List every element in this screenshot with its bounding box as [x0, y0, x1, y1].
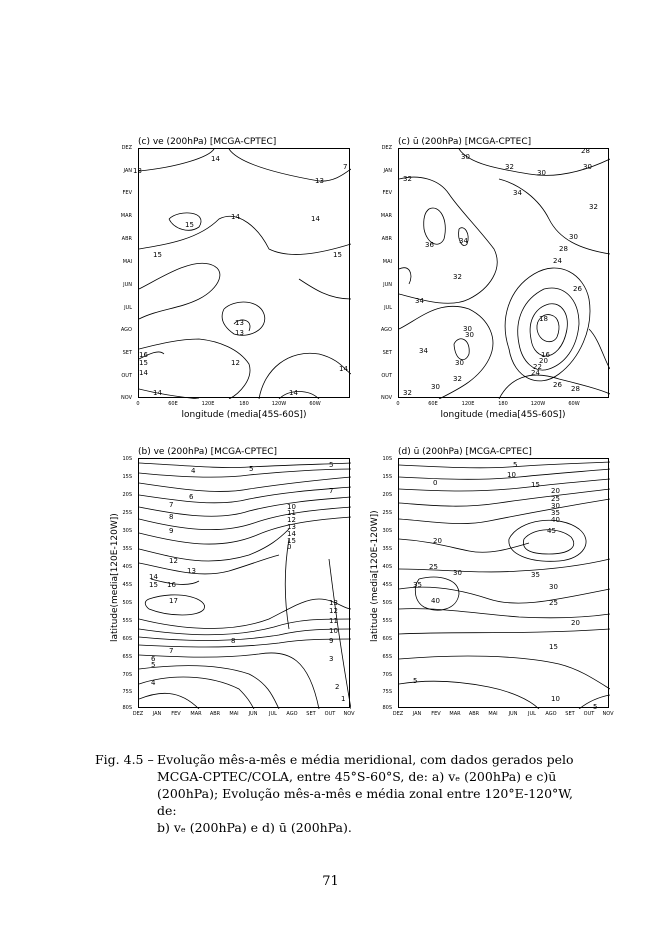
panel-d-ylabel: latitude (media[120E-120W])	[370, 510, 380, 642]
contour-label: 20	[539, 357, 548, 365]
contour-label: 30	[453, 569, 462, 577]
contour-label: 4	[151, 679, 156, 687]
caption-line-3: (200hPa); Evolução mês-a-mês e média zonal entre 120°E-120°W, de:	[157, 786, 573, 818]
x-tick: 60W	[568, 401, 580, 407]
contour-label: 13	[329, 599, 338, 607]
contour-label: 5	[593, 703, 598, 711]
contour-label: 24	[531, 369, 540, 377]
y-tick: 10S	[122, 456, 132, 462]
contour-label: 45	[547, 527, 556, 535]
panel-d-title: (d) ū (200hPa) [MCGA-CPTEC]	[398, 447, 532, 457]
contour-label: 8	[169, 513, 174, 521]
contour-label: 13	[315, 177, 324, 185]
panel-c-plot	[398, 148, 609, 398]
contour-label: 30	[461, 153, 470, 161]
contour-label: 26	[573, 285, 582, 293]
contour-label: 15	[185, 221, 194, 229]
panel-c-xlabel: longitude (media[45S-60S])	[440, 410, 566, 420]
y-tick: 55S	[122, 618, 132, 624]
contour-label: 14	[153, 389, 162, 397]
contour-label: 26	[553, 381, 562, 389]
contour-label: 6	[151, 655, 156, 663]
x-tick: MAI	[229, 711, 239, 717]
panel-b-plot	[138, 458, 350, 708]
x-tick: 0	[136, 401, 140, 407]
caption-line-1	[95, 751, 575, 768]
contour-label: 40	[431, 597, 440, 605]
y-tick: JUL	[384, 305, 392, 311]
contour-label: 15	[549, 643, 558, 651]
contour-label: 9	[169, 527, 174, 535]
contour-label: 18	[539, 315, 548, 323]
x-tick: OUT	[583, 711, 595, 717]
contour-label: 32	[403, 389, 412, 397]
y-tick: JUN	[383, 282, 392, 288]
panel-a-contours	[139, 149, 351, 399]
x-tick: AGO	[545, 711, 557, 717]
contour-label: 3	[329, 655, 334, 663]
contour-label: 14	[287, 530, 296, 538]
contour-label: 13	[133, 167, 142, 175]
y-tick: OUT	[121, 373, 132, 379]
contour-label: 14	[231, 213, 240, 221]
contour-label: 5	[249, 465, 254, 473]
contour-label: 10	[507, 471, 516, 479]
y-tick: NOV	[380, 395, 392, 401]
y-tick: OUT	[381, 373, 392, 379]
caption-lead: Fig. 4.5 –	[95, 752, 154, 767]
contour-label: 34	[415, 297, 424, 305]
contour-label: 15	[287, 537, 296, 545]
panel-d-contours	[399, 459, 610, 709]
x-tick: FEV	[431, 711, 441, 717]
y-tick: JAN	[383, 168, 392, 174]
x-tick: DEZ	[392, 711, 404, 717]
y-tick: 25S	[382, 510, 392, 516]
y-tick: 10S	[382, 456, 392, 462]
y-tick: 80S	[122, 705, 132, 711]
contour-label: 34	[513, 189, 522, 197]
x-tick: 60E	[168, 401, 178, 407]
contour-label: 9	[329, 637, 334, 645]
y-tick: 45S	[382, 582, 392, 588]
contour-label: 14	[339, 365, 348, 373]
contour-label: 12	[169, 557, 178, 565]
contour-label: 14	[149, 573, 158, 581]
contour-label: 32	[453, 375, 462, 383]
contour-label: 32	[453, 273, 462, 281]
x-tick: ABR	[209, 711, 221, 717]
contour-label: 7	[169, 501, 174, 509]
panel-a-title: (c) ve (200hPa) [MCGA-CPTEC]	[138, 137, 277, 147]
panel-c-contours	[399, 149, 610, 399]
x-tick: ABR	[468, 711, 480, 717]
contour-label: 13	[235, 319, 244, 327]
caption-text-1: Evolução mês-a-mês e média meridional, com dados gerados pelo	[157, 752, 574, 767]
x-tick: 180	[239, 401, 249, 407]
contour-label: 14	[139, 369, 148, 377]
y-tick: 30S	[382, 528, 392, 534]
y-tick: 55S	[382, 618, 392, 624]
contour-label: 34	[419, 347, 428, 355]
y-tick: 70S	[122, 672, 132, 678]
x-tick: NOV	[602, 711, 614, 717]
x-tick: 120E	[461, 401, 475, 407]
contour-label: 30	[551, 502, 560, 510]
x-tick: JUL	[269, 711, 277, 717]
contour-label: 1	[341, 695, 346, 703]
contour-label: 12	[329, 607, 338, 615]
contour-label: 13	[287, 523, 296, 531]
x-tick: MAI	[488, 711, 498, 717]
contour-label: 40	[551, 516, 560, 524]
y-tick: SET	[122, 350, 132, 356]
contour-label: 15	[531, 481, 540, 489]
x-tick: OUT	[324, 711, 336, 717]
y-tick: MAI	[122, 259, 132, 265]
y-tick: AGO	[120, 327, 132, 333]
x-tick: FEV	[171, 711, 181, 717]
y-tick: FEV	[122, 190, 132, 196]
x-tick: 60W	[309, 401, 321, 407]
contour-label: 12	[287, 516, 296, 524]
contour-label: 28	[571, 385, 580, 393]
contour-label: 5	[151, 661, 156, 669]
contour-label: 35	[551, 509, 560, 517]
y-tick: 65S	[382, 654, 392, 660]
contour-label: 30	[463, 325, 472, 333]
contour-label: 35	[531, 571, 540, 579]
y-tick: DEZ	[121, 145, 132, 151]
contour-label: 28	[581, 147, 590, 155]
contour-label: 5	[413, 677, 418, 685]
contour-label: 7	[329, 487, 334, 495]
contour-label: 20	[433, 537, 442, 545]
panel-b-ylabel: latitude(media[120E-120W])	[110, 513, 120, 642]
y-tick: 40S	[382, 564, 392, 570]
contour-label: 15	[139, 359, 148, 367]
contour-label: 34	[459, 237, 468, 245]
contour-label: 0	[287, 543, 292, 551]
x-tick: DEZ	[132, 711, 144, 717]
contour-label: 5	[513, 461, 518, 469]
contour-label: 30	[549, 583, 558, 591]
y-tick: 50S	[382, 600, 392, 606]
contour-label: 7	[343, 163, 348, 171]
x-tick: JUL	[528, 711, 536, 717]
page-number: 71	[322, 874, 339, 889]
x-tick: 0	[396, 401, 400, 407]
x-tick: JAN	[152, 711, 162, 717]
y-tick: 25S	[122, 510, 132, 516]
contour-label: 7	[169, 647, 174, 655]
contour-label: 16	[167, 581, 176, 589]
y-tick: JUN	[123, 282, 132, 288]
y-tick: 60S	[382, 636, 392, 642]
x-tick: JUN	[508, 711, 518, 717]
contour-label: 2	[335, 683, 340, 691]
contour-label: 25	[429, 563, 438, 571]
contour-label: 0	[433, 479, 438, 487]
contour-label: 16	[541, 351, 550, 359]
contour-label: 14	[211, 155, 220, 163]
contour-label: 32	[589, 203, 598, 211]
y-tick: JUL	[124, 305, 132, 311]
y-tick: FEV	[382, 190, 392, 196]
y-tick: 40S	[122, 564, 132, 570]
contour-label: 30	[537, 169, 546, 177]
y-tick: AGO	[380, 327, 392, 333]
contour-label: 8	[231, 637, 236, 645]
panel-a-xlabel: longitude (media[45S-60S])	[181, 410, 307, 420]
y-tick: 45S	[122, 582, 132, 588]
y-tick: 35S	[122, 546, 132, 552]
panel-b-title: (b) ve (200hPa) [MCGA-CPTEC]	[138, 447, 278, 457]
contour-label: 12	[231, 359, 240, 367]
panel-a-plot	[133, 148, 350, 398]
y-tick: 80S	[382, 705, 392, 711]
contour-label: 30	[431, 383, 440, 391]
y-tick: MAR	[380, 213, 392, 219]
contour-label: 36	[425, 241, 434, 249]
y-tick: 60S	[122, 636, 132, 642]
contour-label: 30	[455, 359, 464, 367]
y-tick: 30S	[122, 528, 132, 534]
figure-caption	[95, 751, 575, 836]
y-tick: 75S	[122, 689, 132, 695]
contour-label: 14	[289, 389, 298, 397]
x-tick: MAR	[190, 711, 202, 717]
contour-label: 17	[169, 597, 178, 605]
contour-label: 30	[569, 233, 578, 241]
y-tick: SET	[382, 350, 392, 356]
contour-label: 5	[329, 461, 334, 469]
contour-label: 24	[553, 257, 562, 265]
y-tick: 15S	[122, 474, 132, 480]
contour-label: 35	[413, 581, 422, 589]
y-tick: 75S	[382, 689, 392, 695]
contour-label: 13	[187, 567, 196, 575]
contour-label: 6	[189, 493, 194, 501]
y-tick: 15S	[382, 474, 392, 480]
contour-label: 4	[191, 467, 196, 475]
contour-label: 10	[287, 503, 296, 511]
caption-line-2: MCGA-CPTEC/COLA, entre 45°S-60°S, de: a) vₑ (200hPa) e c)ū	[157, 769, 557, 784]
panel-c-title: (c) ū (200hPa) [MCGA-CPTEC]	[398, 137, 532, 147]
contour-label: 15	[153, 251, 162, 259]
contour-label: 10	[329, 627, 338, 635]
contour-label: 16	[139, 351, 148, 359]
contour-label: 30	[465, 331, 474, 339]
contour-label: 28	[559, 245, 568, 253]
x-tick: JUN	[248, 711, 258, 717]
x-tick: AGO	[286, 711, 298, 717]
x-tick: NOV	[343, 711, 355, 717]
x-tick: SET	[565, 711, 575, 717]
contour-label: 15	[333, 251, 342, 259]
y-tick: JAN	[123, 168, 132, 174]
x-tick: SET	[306, 711, 316, 717]
y-tick: 20S	[382, 492, 392, 498]
contour-label: 22	[533, 363, 542, 371]
x-tick: MAR	[449, 711, 461, 717]
y-tick: ABR	[121, 236, 132, 242]
x-tick: 120W	[530, 401, 546, 407]
contour-label: 15	[149, 581, 158, 589]
x-tick: 120W	[271, 401, 287, 407]
y-tick: MAR	[120, 213, 132, 219]
contour-label: 30	[583, 163, 592, 171]
x-tick: 60E	[428, 401, 438, 407]
y-tick: 70S	[382, 672, 392, 678]
contour-label: 10	[551, 695, 560, 703]
panel-d-plot	[398, 458, 609, 711]
y-tick: 65S	[122, 654, 132, 660]
contour-label: 25	[551, 495, 560, 503]
x-tick: JAN	[412, 711, 422, 717]
caption-line-4: b) vₑ (200hPa) e d) ū (200hPa).	[157, 820, 352, 835]
contour-label: 11	[287, 509, 296, 517]
contour-label: 32	[403, 175, 412, 183]
y-tick: 50S	[122, 600, 132, 606]
x-tick: 120E	[201, 401, 215, 407]
contour-label: 20	[571, 619, 580, 627]
x-tick: 180	[498, 401, 508, 407]
y-tick: ABR	[381, 236, 392, 242]
y-tick: 35S	[382, 546, 392, 552]
contour-label: 14	[311, 215, 320, 223]
contour-label: 11	[329, 617, 338, 625]
y-tick: DEZ	[381, 145, 392, 151]
contour-label: 25	[549, 599, 558, 607]
contour-label: 13	[235, 329, 244, 337]
y-tick: NOV	[120, 395, 132, 401]
y-tick: MAI	[382, 259, 392, 265]
contour-label: 20	[551, 487, 560, 495]
y-tick: 20S	[122, 492, 132, 498]
contour-label: 32	[505, 163, 514, 171]
